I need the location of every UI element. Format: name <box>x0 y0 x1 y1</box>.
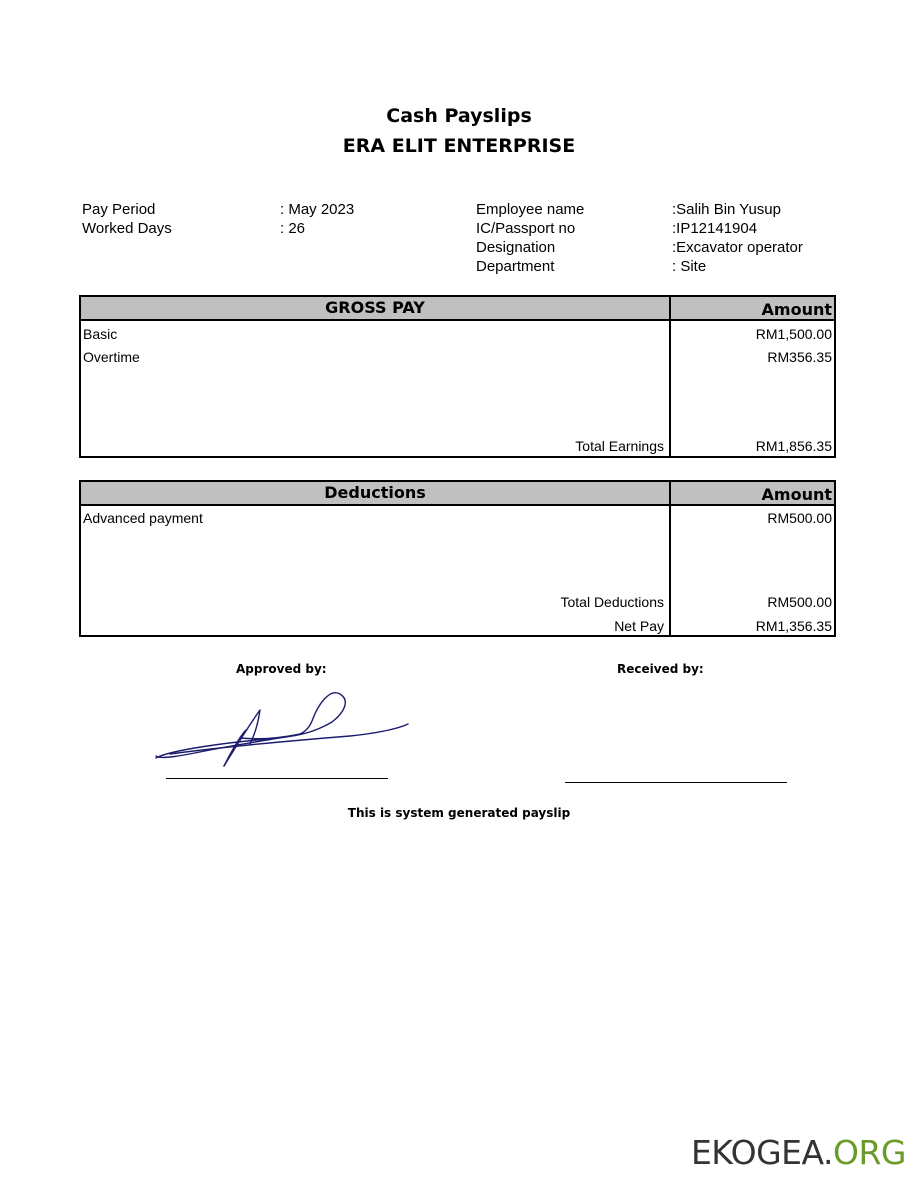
deductions-table <box>79 480 836 637</box>
department-value: : Site <box>672 258 707 275</box>
department-label: Department <box>476 258 555 275</box>
info-left-labels <box>82 200 172 238</box>
basic-amount: RM1,500.00 <box>755 326 832 342</box>
system-generated-note: This is system generated payslip <box>347 806 571 820</box>
signature-drawing <box>150 686 420 772</box>
deductions-amount-heading: Amount <box>761 485 832 504</box>
watermark-part1: EKOGEA. <box>690 1133 834 1172</box>
employee-name-label: Employee name <box>476 201 585 218</box>
deductions-heading: Deductions <box>324 483 426 502</box>
column-divider <box>669 297 671 456</box>
gross-pay-table <box>79 295 836 458</box>
received-signature-line <box>565 782 787 783</box>
total-deductions-amount: RM500.00 <box>767 594 832 610</box>
overtime-amount: RM356.35 <box>767 349 832 365</box>
pay-period-value: : May 2023 <box>280 201 355 218</box>
employee-name-value: :Salih Bin Yusup <box>672 201 781 218</box>
watermark-logo <box>691 1133 906 1172</box>
total-earnings-amount: RM1,856.35 <box>755 438 832 454</box>
info-right-values <box>672 200 803 276</box>
company-name: ERA ELIT ENTERPRISE <box>342 135 576 157</box>
net-pay-amount: RM1,356.35 <box>755 618 832 634</box>
advanced-payment-amount: RM500.00 <box>767 510 832 526</box>
worked-days-value: : 26 <box>280 220 306 237</box>
payslip-title: Cash Payslips <box>386 105 532 127</box>
total-deductions-label: Total Deductions <box>560 594 664 610</box>
ic-passport-label: IC/Passport no <box>476 220 576 237</box>
info-left-values <box>280 200 354 238</box>
designation-value: :Excavator operator <box>672 239 803 256</box>
approved-by-label: Approved by: <box>236 662 327 676</box>
gross-amount-heading: Amount <box>761 300 832 319</box>
designation-label: Designation <box>476 239 556 256</box>
approved-signature-line <box>166 778 388 779</box>
ic-passport-value: :IP12141904 <box>672 220 758 237</box>
worked-days-label: Worked Days <box>82 220 172 237</box>
total-earnings-label: Total Earnings <box>575 438 664 454</box>
info-right-labels <box>476 200 584 276</box>
advanced-payment-label: Advanced payment <box>83 510 203 526</box>
received-by-label: Received by: <box>617 662 704 676</box>
pay-period-label: Pay Period <box>82 201 156 218</box>
column-divider <box>669 482 671 635</box>
overtime-label: Overtime <box>83 349 140 365</box>
basic-label: Basic <box>83 326 118 342</box>
gross-pay-heading: GROSS PAY <box>325 298 425 317</box>
watermark-part2: ORG <box>833 1133 906 1172</box>
net-pay-label: Net Pay <box>614 618 664 634</box>
